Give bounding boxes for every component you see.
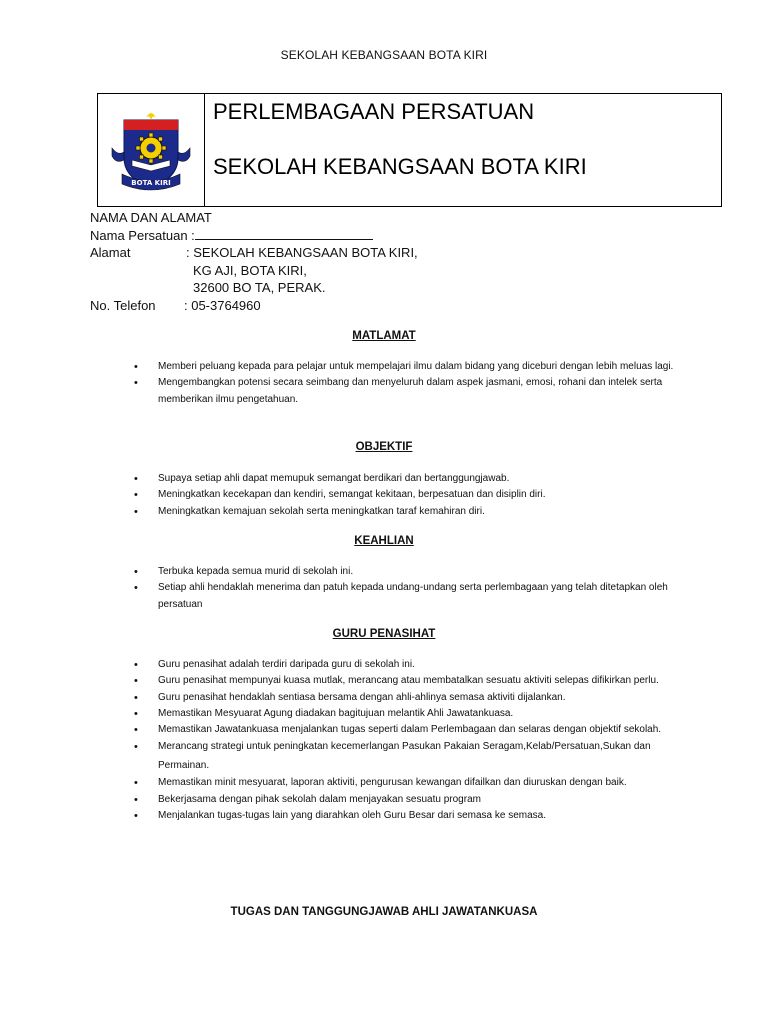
alamat-line-2: KG AJI, BOTA KIRI, <box>193 262 307 278</box>
constitution-title: PERLEMBAGAAN PERSATUAN <box>213 99 535 124</box>
bullet-icon: • <box>134 505 138 518</box>
objektif-title: OBJEKTIF <box>355 441 413 453</box>
list-item-text: Merancang strategi untuk peningkatan kecemerlangan Pasukan Pakaian Seragam,Kelab/Persatuan,Sukan dan Permainan. <box>158 741 651 771</box>
list-item-text: Supaya setiap ahli dapat memupuk semangat berdikari dan bertanggungjawab. <box>158 473 510 484</box>
list-item-text: Meningkatkan kecekapan dan kendiri, semangat kekitaan, berpesatuan dan disiplin diri. <box>158 489 546 501</box>
list-item <box>134 808 704 824</box>
keahlian-list <box>134 564 694 613</box>
list-item <box>134 690 704 706</box>
list-item-text: Setiap ahli hendaklah menerima dan patuh kepada undang-undang serta perlembagaan yang telah ditetapkan oleh persatuan <box>158 582 668 610</box>
bullet-icon: • <box>134 707 138 720</box>
bullet-icon: • <box>134 473 138 485</box>
list-item <box>134 738 704 775</box>
list-item <box>134 657 704 673</box>
list-item-text: Memberi peluang kepada para pelajar untuk mempelajari ilmu dalam bidang yang diceburi dengan lebih meluas lagi. <box>158 361 674 372</box>
title-text-cell <box>205 94 587 206</box>
list-item-text: Terbuka kepada semua murid di sekolah ini. <box>158 566 354 577</box>
list-item <box>134 792 704 808</box>
list-item <box>134 471 694 487</box>
guru-penasihat-title: GURU PENASIHAT <box>332 628 436 640</box>
alamat-line-1: : SEKOLAH KEBANGSAAN BOTA KIRI, <box>186 245 418 260</box>
telefon-value: : 05-3764960 <box>184 297 261 313</box>
list-item <box>134 375 694 408</box>
school-crest-icon <box>108 108 194 192</box>
bullet-icon: • <box>134 777 138 790</box>
bullet-icon: • <box>134 377 138 390</box>
list-item-text: Guru penasihat adalah terdiri daripada guru di sekolah ini. <box>158 659 415 670</box>
bullet-icon: • <box>134 793 138 806</box>
nama-persatuan-label: Nama Persatuan : <box>90 227 195 243</box>
list-item <box>134 504 694 520</box>
bullet-icon: • <box>134 810 138 823</box>
committee-duties-title: TUGAS DAN TANGGUNGJAWAB AHLI JAWATANKUASA <box>230 906 538 918</box>
guru-penasihat-list <box>134 657 704 824</box>
list-item-text: Memastikan Jawatankuasa menjalankan tugas seperti dalam Perlembagaan dan selaras dengan objektif sekolah. <box>158 724 662 736</box>
telefon-label: No. Telefon <box>90 297 156 313</box>
bullet-icon: • <box>134 675 138 688</box>
list-item-text: Mengembangkan potensi secara seimbang dan menyeluruh dalam aspek jasmani, emosi, rohani dan intelek serta memberikan ilmu pengetahuan. <box>158 377 663 405</box>
list-item-text: Meningkatkan kemajuan sekolah serta meningkatkan taraf kemahiran diri. <box>158 505 485 517</box>
list-item-text: Bekerjasama dengan pihak sekolah dalam menjayakan sesuatu program <box>158 793 481 805</box>
telefon-row <box>90 297 418 315</box>
keahlian-title: KEAHLIAN <box>354 535 414 547</box>
bullet-icon: • <box>134 489 138 502</box>
alamat-row <box>90 244 418 262</box>
title-box <box>97 93 722 207</box>
alamat-label: Alamat <box>90 245 131 260</box>
document-header: SEKOLAH KEBANGSAAN BOTA KIRI <box>280 48 488 62</box>
bullet-icon: • <box>134 659 138 671</box>
list-item-text: Memastikan minit mesyuarat, laporan aktiviti, pengurusan kewangan difailkan dan diuruskan dengan baik. <box>158 777 627 789</box>
info-heading: NAMA DAN ALAMAT <box>90 210 212 225</box>
bullet-icon: • <box>134 582 138 595</box>
nama-persatuan-row <box>90 227 418 245</box>
school-title: SEKOLAH KEBANGSAAN BOTA KIRI <box>213 154 587 179</box>
list-item-text: Guru penasihat mempunyai kuasa mutlak, merancang atau membatalkan sesuatu aktiviti selepas difikirkan perlu. <box>158 675 659 687</box>
list-item-text: Guru penasihat hendaklah sentiasa bersama dengan ahli-ahlinya semasa aktiviti dijalankan. <box>158 691 566 703</box>
list-item <box>134 775 704 791</box>
list-item <box>134 564 694 580</box>
list-item <box>134 580 694 613</box>
list-item <box>134 359 694 375</box>
alamat-line-3: 32600 BO TA, PERAK. <box>193 280 326 295</box>
list-item <box>134 722 704 738</box>
objektif-list <box>134 471 694 520</box>
school-logo <box>98 94 205 206</box>
bullet-icon: • <box>134 724 138 737</box>
list-item-text: Menjalankan tugas-tugas lain yang diarahkan oleh Guru Besar dari semasa ke semasa. <box>158 810 546 822</box>
list-item <box>134 706 704 722</box>
bullet-icon: • <box>134 741 138 754</box>
bullet-icon: • <box>134 361 138 373</box>
logo-text: BOTA KIRI <box>131 179 171 187</box>
list-item <box>134 487 694 503</box>
list-item <box>134 673 704 689</box>
nama-persatuan-blank <box>195 227 373 240</box>
name-address-block <box>90 209 418 314</box>
matlamat-title: MATLAMAT <box>352 330 416 342</box>
matlamat-list <box>134 359 694 408</box>
bullet-icon: • <box>134 691 138 704</box>
list-item-text: Memastikan Mesyuarat Agung diadakan bagitujuan melantik Ahli Jawatankuasa. <box>158 707 514 719</box>
bullet-icon: • <box>134 566 138 578</box>
